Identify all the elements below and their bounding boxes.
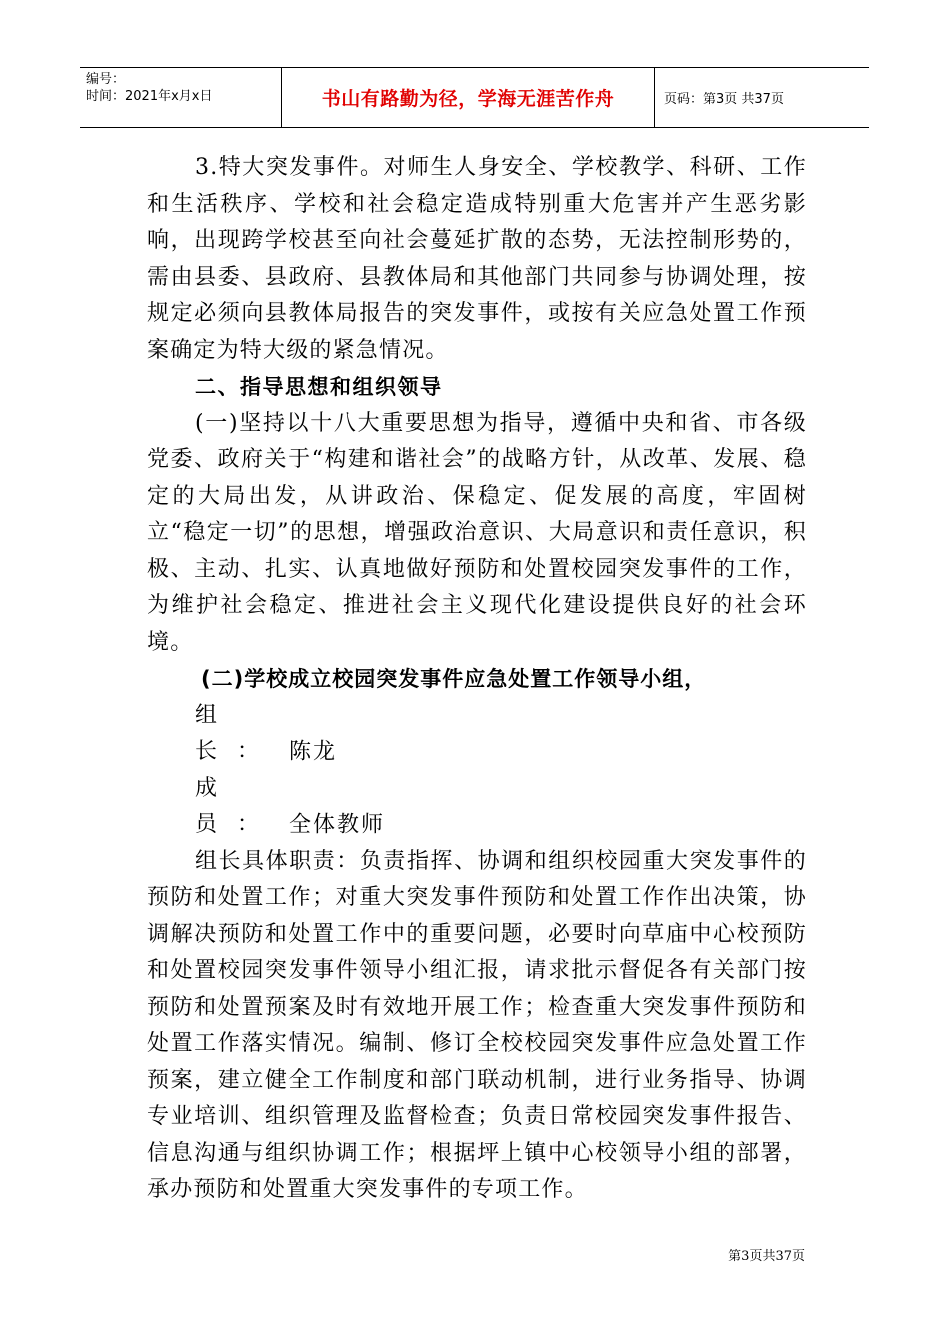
member-line [147, 771, 807, 844]
leader-label: 组长： [195, 702, 280, 764]
paragraph-guiding-principle: (一)坚持以十八大重要思想为指导，遵循中央和省、市各级党委、政府关于“构建和谐社会”的战略方针，从改革、发展、稳定的大局出发，从讲政治、保稳定、促发展的高度，牢固树立“稳定一切”的思想，增强政治意识、大局意识和责任意识，积极、主动、扎实、认真地做好预防和处置校园突发事件的工作，为维护社会稳定、推进社会主义现代化建设提供良好的社会环境。 [147, 410, 807, 655]
leader-name: 陈龙 [289, 739, 338, 764]
document-body [147, 150, 807, 1209]
header-motto-cell [282, 68, 655, 127]
section-heading-guiding-ideology: 二、指导思想和组织领导 [195, 375, 443, 399]
header-motto: 书山有路勤为径，学海无涯苦作舟 [321, 88, 615, 110]
document-number-label: 编号： [86, 72, 126, 87]
page-header [80, 67, 869, 128]
member-value: 全体教师 [289, 812, 386, 837]
page-footer: 第3页共37页 [728, 1249, 805, 1264]
leader-line [147, 698, 807, 771]
header-meta [80, 68, 282, 127]
member-label: 成员： [195, 775, 280, 837]
subheading-leadership-group: (二)学校成立校园突发事件应急处置工作领导小组， [201, 667, 707, 691]
document-date: 时间：2021年x月x日 [86, 89, 213, 104]
paragraph-leader-duties: 组长具体职责：负责指挥、协调和组织校园重大突发事件的预防和处置工作；对重大突发事件预防和处置工作作出决策，协调解决预防和处置工作中的重要问题，必要时向草庙中心校预防和处置校园突发事件领导小组汇报，请求批示督促各有关部门按预防和处置预案及时有效地开展工作；检查重大突发事件预防和处置工作落实情况。编制、修订全校校园突发事件应急处置工作预案，建立健全工作制度和部门联动机制，进行业务指导、协调专业培训、组织管理及监督检查；负责日常校园突发事件报告、信息沟通与组织协调工作；根据坪上镇中心校领导小组的部署，承办预防和处置重大突发事件的专项工作。 [147, 848, 807, 1202]
paragraph-special-emergency: 3.特大突发事件。对师生人身安全、学校教学、科研、工作和生活秩序、学校和社会稳定造成特别重大危害并产生恶劣影响，出现跨学校甚至向社会蔓延扩散的态势，无法控制形势的，需由县委、县政府、县教体局和其他部门共同参与协调处理，按规定必须向县教体局报告的突发事件，或按有关应急处置工作预案确定为特大级的紧急情况。 [147, 155, 807, 363]
header-page-info: 页码：第3页 共37页 [664, 92, 784, 107]
